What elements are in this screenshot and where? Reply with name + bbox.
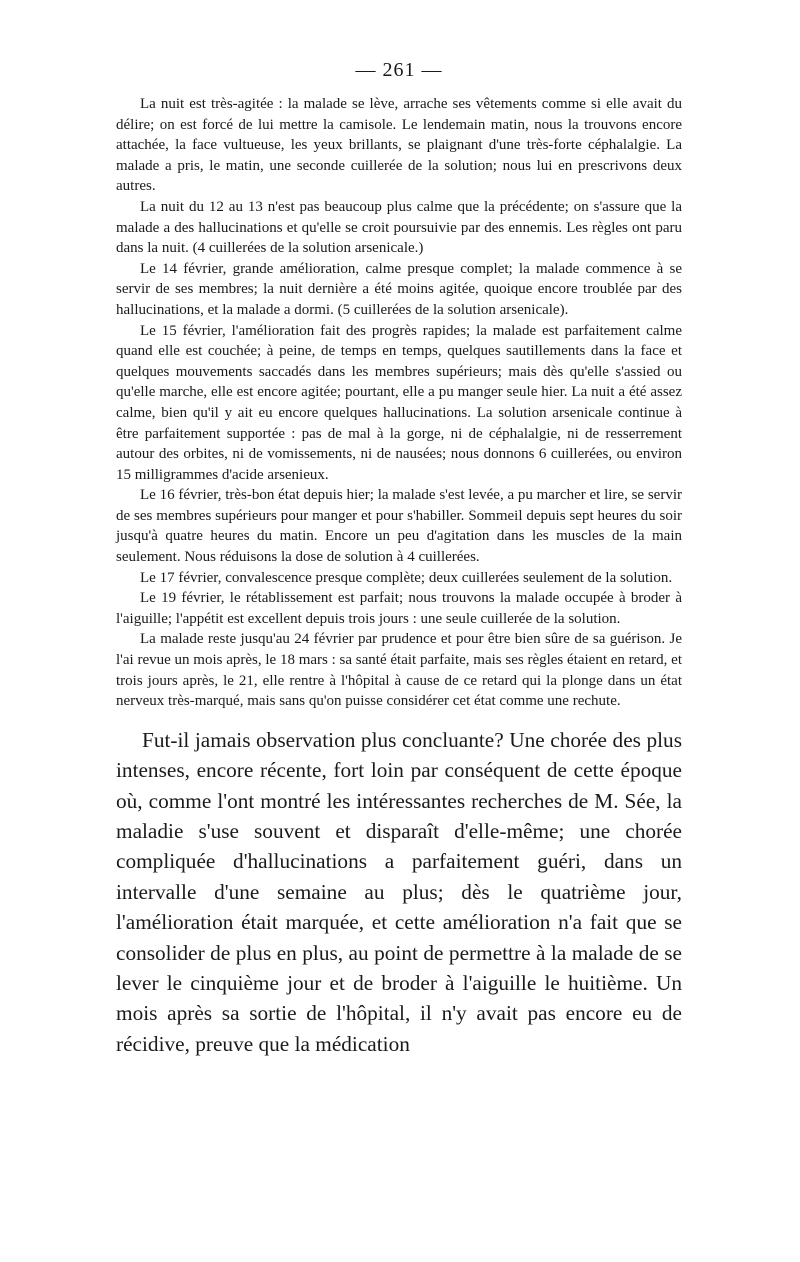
commentary bbox=[116, 725, 682, 1059]
page-number: — 261 — bbox=[355, 59, 443, 81]
observation-paragraph: Le 14 février, grande amélioration, calme presque complet; la malade commence à se servir de ses membres; la nuit dernière a été moins agitée, quoique encore troublée par des hallucinations, et la malade a dormi. (5 cuillerées de la solution arsenicale). bbox=[116, 260, 682, 318]
commentary-paragraph: Fut-il jamais observation plus concluante? Une chorée des plus intenses, encore récente, fort loin par conséquent de cette époque où, comme l'ont montré les intéressantes recherches de M. Sée, la maladie s'use souvent et disparaît d'elle-même; une chorée compliquée d'hallucinations a parfaitement guéri, dans un intervalle d'une semaine au plus; dès le quatrième jour, l'amélioration était marquée, et cette amélioration n'a fait que se consolider de plus en plus, au point de permettre à la malade de se lever le cinquième jour et de broder à l'aiguille le huitième. Un mois après sa sortie de l'hôpital, il n'y avait pas encore eu de récidive, preuve que la médication bbox=[116, 727, 682, 1056]
case-observation bbox=[116, 94, 682, 712]
observation-paragraph: La nuit du 12 au 13 n'est pas beaucoup plus calme que la précédente; on s'assure que la malade a des hallucinations et qu'elle se croit poursuivie par des ennemis. Les règles ont paru dans la nuit. (4 cuillerées de la solution arsenicale.) bbox=[116, 198, 682, 257]
book-page bbox=[116, 58, 682, 1059]
observation-paragraph: Le 15 février, l'amélioration fait des progrès rapides; la malade est parfaitement calme quand elle est couchée; à peine, de temps en temps, quelques sautillements dans la face et quelques mouvements saccadés dans les membres supérieurs; mais dès qu'elle s'assied ou qu'elle marche, elle est encore agitée; pourtant, elle a pu manger seule hier. La nuit a été assez calme, bien qu'il y ait eu encore quelques hallucinations. La solution arsenicale continue à être parfaitement supportée : pas de mal à la gorge, ni de céphalalgie, ni de resserrement autour des orbites, ni de vomissements, ni de nausées; nous donnons 6 cuillerées, ou environ 15 milligrammes d'acide arsenieux. bbox=[116, 322, 682, 483]
observation-paragraph: Le 19 février, le rétablissement est parfait; nous trouvons la malade occupée à broder à l'aiguille; l'appétit est excellent depuis trois jours : une seule cuillerée de la solution. bbox=[116, 590, 682, 627]
observation-paragraph: Le 17 février, convalescence presque complète; deux cuillerées seulement de la solution. bbox=[140, 569, 673, 586]
observation-paragraph: Le 16 février, très-bon état depuis hier; la malade s'est levée, a pu marcher et lire, se servir de ses membres supérieurs pour manger et pour s'habiller. Sommeil depuis sept heures du soir jusqu'à quatre heures du matin. Encore un peu d'agitation dans les muscles de la main seulement. Nous réduisons la dose de solution à 4 cuillerées. bbox=[116, 487, 682, 566]
observation-paragraph: La nuit est très-agitée : la malade se lève, arrache ses vêtements comme si elle avait du délire; on est forcé de lui mettre la camisole. Le lendemain matin, nous la trouvons encore attachée, la face vultueuse, les yeux brillants, se plaignant d'une très-forte céphalalgie. La malade a pris, le matin, une seconde cuillerée de la solution; nous lui en prescrivons deux autres. bbox=[116, 96, 682, 195]
observation-paragraph: La malade reste jusqu'au 24 février par prudence et pour être bien sûre de sa guérison. Je l'ai revue un mois après, le 18 mars : sa santé était parfaite, mais ses règles étaient en retard, et trois jours après, le 21, elle rentre à l'hôpital à cause de ce retard qui la plonge dans un état nerveux très-marqué, mais sans qu'on puisse considérer cet état comme une rechute. bbox=[116, 631, 682, 710]
